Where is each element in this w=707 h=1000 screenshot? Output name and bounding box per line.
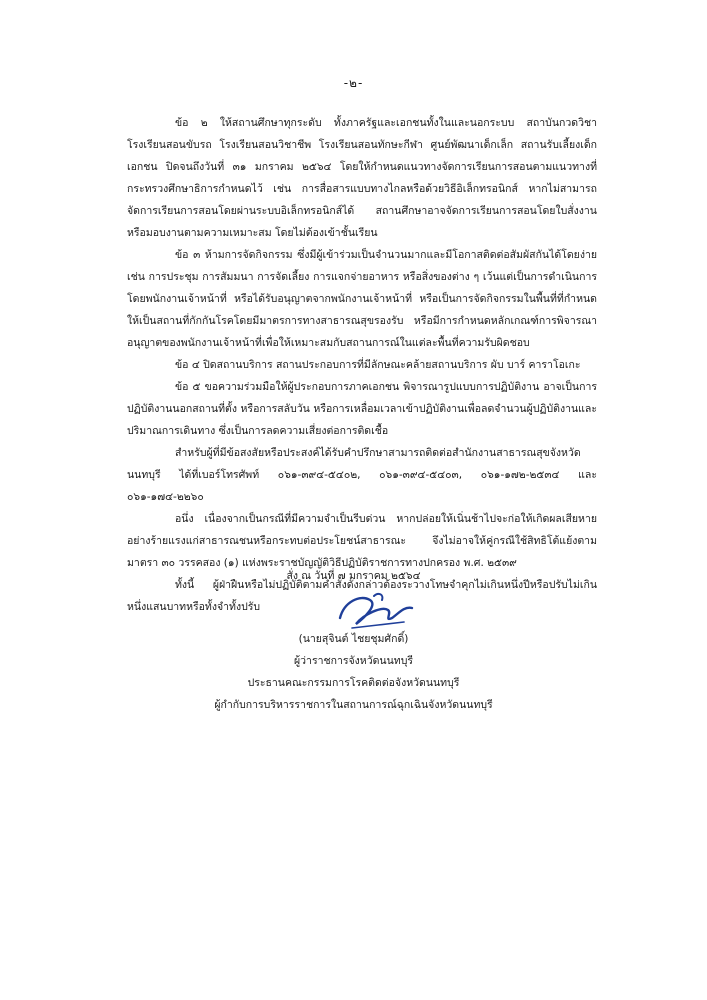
paragraph-contact: สำหรับผู้ที่มีข้อสงสัยหรือประสงค์ได้รับคำปรึกษาสามารถติดต่อสำนักงานสาธารณสุขจังหวัดนนทบุรี ได้ที่เบอร์โทรศัพท์ ๐๖๑-๓๙๔-๕๔๐๒, ๐๖๑-๓๙๔-๕๔๐๓, ๐๖๑-๑๗๒-๒๕๓๔ และ ๐๖๑-๑๗๔-๒๒๖๐: [127, 447, 597, 503]
page-number: -๒-: [343, 76, 364, 90]
paragraph-article-4: ข้อ ๔ ปิดสถานบริการ สถานประกอบการที่มีลักษณะคล้ายสถานบริการ ผับ บาร์ คาราโอเกะ: [175, 359, 581, 371]
signer-name: (นายสุจินต์ ไชยชุมศักดิ์): [298, 633, 409, 645]
paragraph-urgency: อนึ่ง เนื่องจากเป็นกรณีที่มีความจำเป็นรีบด่วน หากปล่อยให้เนิ่นช้าไปจะก่อให้เกิดผลเสียหายอย่างร้ายแรงแก่สาธารณชนหรือกระทบต่อประโยชน์สาธารณะ จึงไม่อาจให้คู่กรณีใช้สิทธิโต้แย้งตามมาตรา ๓๐ วรรคสอง (๑) แห่งพระราชบัญญัติวิธีปฏิบัติราชการทางปกครอง พ.ศ. ๒๕๓๙: [127, 513, 597, 569]
paragraph-penalty: ทั้งนี้ ผู้ฝ่าฝืนหรือไม่ปฏิบัติตามคำสั่งดังกล่าวต้องระวางโทษจำคุกไม่เกินหนึ่งปีหรือปรับไม่เกินหนึ่งแสนบาทหรือทั้งจำทั้งปรับ: [127, 579, 597, 613]
signer-title-chair: ประธานคณะกรรมการโรคติดต่อจังหวัดนนทบุรี: [247, 677, 460, 689]
signer-block: [0, 628, 707, 716]
paragraph-article-2: ข้อ ๒ ให้สถานศึกษาทุกระดับ ทั้งภาครัฐและเอกชนทั้งในและนอกระบบ สถาบันกวดวิชา โรงเรียนสอนขับรถ โรงเรียนสอนวิชาชีพ โรงเรียนสอนทักษะกีฬา ศูนย์พัฒนาเด็กเล็ก สถานรับเลี้ยงเด็กเอกชน ปิดจนถึงวันที่ ๓๑ มกราคม ๒๕๖๔ โดยให้กำหนดแนวทางจัดการเรียนการสอนตามแนวทางที่กระทรวงศึกษาธิการกำหนดไว้ เช่น การสื่อสารแบบทางไกลหรือด้วยวิธีอิเล็กทรอนิกส์ หากไม่สามารถจัดการเรียนการสอนโดยผ่านระบบอิเล็กทรอนิกส์ได้ สถานศึกษาอาจจัดการเรียนการสอนโดยใบสั่งงานหรือมอบงานตามความเหมาะสม โดยไม่ต้องเข้าชั้นเรียน: [127, 117, 597, 239]
paragraph-article-3: ข้อ ๓ ห้ามการจัดกิจกรรม ซึ่งมีผู้เข้าร่วมเป็นจำนวนมากและมีโอกาสติดต่อสัมผัสกันได้โดยง่าย เช่น การประชุม การสัมมนา การจัดเลี้ยง การแจกจ่ายอาหาร หรือสิ่งของต่าง ๆ เว้นแต่เป็นการดำเนินการโดยพนักงานเจ้าหน้าที่ หรือได้รับอนุญาตจากพนักงานเจ้าหน้าที่ หรือเป็นการจัดกิจกรรมในพื้นที่ที่กำหนดให้เป็นสถานที่กักกันโรคโดยมีมาตรการทางสาธารณสุขรองรับ หรือมีการกำหนดหลักเกณฑ์การพิจารณาอนุญาตของพนักงานเจ้าหน้าที่เพื่อให้เหมาะสมกับสถานการณ์ในแต่ละพื้นที่ความรับผิดชอบ: [127, 249, 597, 349]
order-date: สั่ง ณ วันที่ ๗ มกราคม ๒๕๖๔: [286, 570, 421, 582]
document-body: [127, 112, 597, 618]
signature-icon: [334, 588, 418, 632]
signer-title-governor: ผู้ว่าราชการจังหวัดนนทบุรี: [294, 655, 413, 667]
signer-title-emergency: ผู้กำกับการบริหารราชการในสถานการณ์ฉุกเฉินจังหวัดนนทบุรี: [214, 699, 493, 711]
paragraph-article-5: ข้อ ๕ ขอความร่วมมือให้ผู้ประกอบการภาคเอกชน พิจารณารูปแบบการปฏิบัติงาน อาจเป็นการปฏิบัติงานนอกสถานที่ตั้ง หรือการสลับวัน หรือการเหลื่อมเวลาเข้าปฏิบัติงานเพื่อลดจำนวนผู้ปฏิบัติงานและปริมาณการเดินทาง ซึ่งเป็นการลดความเสี่ยงต่อการติดเชื้อ: [127, 381, 597, 437]
